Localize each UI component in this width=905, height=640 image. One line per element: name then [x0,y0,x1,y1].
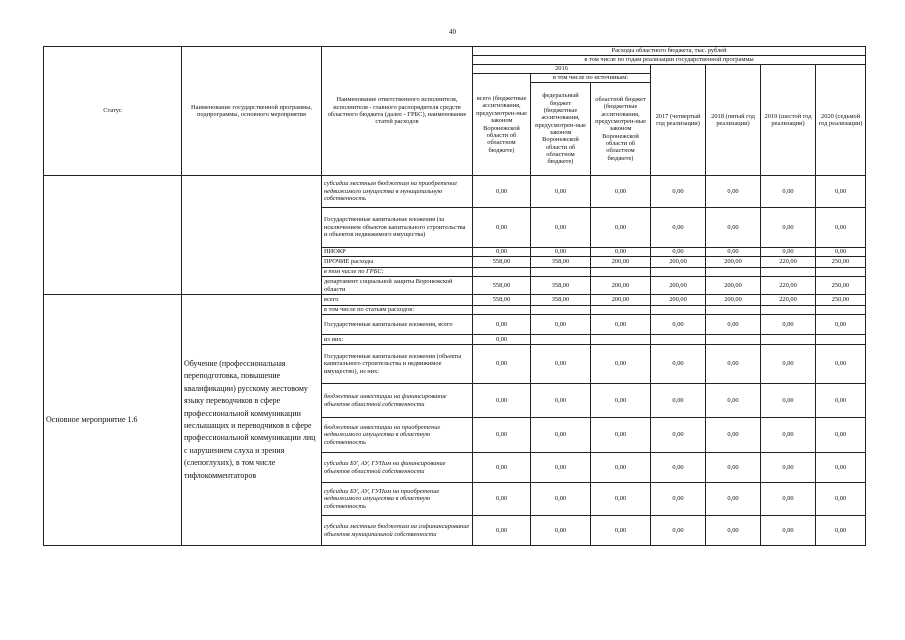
row-label: в том числе по ГРБС: [322,268,473,277]
value-cell: 0,00 [531,384,591,418]
value-cell: 0,00 [761,176,816,208]
value-cell: 0,00 [761,345,816,384]
value-cell: 0,00 [473,384,531,418]
value-cell: 0,00 [651,208,706,248]
value-cell: 0,00 [651,176,706,208]
row-label: НИОКР [322,248,473,257]
value-cell: 358,00 [531,277,591,295]
value-cell: 0,00 [761,208,816,248]
header-2019: 2019 (шестой год реализации) [761,65,816,176]
value-cell: 0,00 [591,418,651,453]
value-cell [591,335,651,345]
value-cell: 0,00 [531,248,591,257]
value-cell: 558,00 [473,257,531,268]
value-cell: 0,00 [473,176,531,208]
activity-status [44,295,182,546]
header-of-which-sources: в том числе по источникам: [531,74,651,83]
header-program-name: Наименование государственной программы, подпрограммы, основного мероприятия [182,47,322,176]
value-cell [531,306,591,315]
header-regional: областной бюджет (бюджетные ассигнования, предусмотрен-ные законом Воронежской области об областном бюджете) [591,83,651,176]
value-cell: 0,00 [816,483,866,516]
value-cell: 0,00 [706,315,761,335]
value-cell [706,306,761,315]
value-cell: 0,00 [816,453,866,483]
budget-table [43,46,866,546]
value-cell: 0,00 [816,418,866,453]
value-cell: 0,00 [651,345,706,384]
value-cell: 0,00 [531,315,591,335]
value-cell: 358,00 [531,295,591,306]
value-cell: 0,00 [761,384,816,418]
value-cell: 0,00 [591,453,651,483]
value-cell: 200,00 [706,277,761,295]
value-cell: 0,00 [761,315,816,335]
row-label: из них: [322,335,473,345]
value-cell: 0,00 [706,248,761,257]
value-cell [816,268,866,277]
value-cell: 0,00 [473,335,531,345]
value-cell: 200,00 [591,277,651,295]
value-cell: 200,00 [651,295,706,306]
row-label: ПРОЧИЕ расходы [322,257,473,268]
value-cell: 0,00 [651,248,706,257]
header-total: всего (бюджетные ассигнования, предусмотрен-ные законом Воронежской области об областном бюджете) [473,74,531,176]
value-cell: 0,00 [473,208,531,248]
value-cell: 200,00 [706,295,761,306]
page-number: 40 [449,28,456,36]
value-cell: 0,00 [816,248,866,257]
header-year-2016: 2016 [473,65,651,74]
value-cell [473,268,531,277]
value-cell: 220,00 [761,295,816,306]
value-cell: 200,00 [591,257,651,268]
row-label: субсидии местным бюджетам на софинансирование объектов муниципальной собственности [322,516,473,546]
value-cell: 220,00 [761,277,816,295]
value-cell: 0,00 [816,208,866,248]
value-cell [651,335,706,345]
value-cell: 0,00 [706,483,761,516]
header-expenses-title: Расходы областного бюджета, тыс. рублей [473,47,866,56]
value-cell: 200,00 [651,257,706,268]
value-cell: 558,00 [473,295,531,306]
value-cell [706,335,761,345]
value-cell: 0,00 [816,345,866,384]
value-cell: 0,00 [706,418,761,453]
value-cell [651,268,706,277]
value-cell: 0,00 [761,483,816,516]
value-cell: 0,00 [706,384,761,418]
row-label: бюджетные инвестиции на приобретение недвижимого имущества в областную собственность [322,418,473,453]
value-cell: 0,00 [651,384,706,418]
header-executor: Наименование ответственного исполнителя, исполнителя - главного распорядителя средств областного бюджета (далее - ГРБС), наименование статей расходов [322,47,473,176]
value-cell: 0,00 [816,384,866,418]
value-cell: 0,00 [591,315,651,335]
value-cell: 0,00 [473,453,531,483]
row-label: субсидии БУ, АУ, ГУПам на финансирование объектов областной собственности [322,453,473,483]
table-row [44,295,866,306]
value-cell: 0,00 [531,208,591,248]
header-federal: федеральный бюджет (бюджетные ассигнования, предусмотрен-ные законом Воронежской области об областном бюджете) [531,83,591,176]
value-cell [591,268,651,277]
row-label: в том числе по статьям расходов: [322,306,473,315]
header-2017: 2017 (четвертый год реализации) [651,65,706,176]
value-cell: 0,00 [591,483,651,516]
value-cell: 0,00 [761,516,816,546]
value-cell: 250,00 [816,257,866,268]
value-cell: 0,00 [816,176,866,208]
row-label: субсидии БУ, АУ, ГУПам на приобретение недвижимого имущества в областную собственность [322,483,473,516]
value-cell: 0,00 [531,345,591,384]
value-cell: 0,00 [706,345,761,384]
value-cell [473,306,531,315]
name-cell-empty [182,176,322,295]
value-cell: 0,00 [531,483,591,516]
value-cell [761,335,816,345]
value-cell: 0,00 [591,248,651,257]
header-row-1 [44,47,866,56]
value-cell: 0,00 [473,483,531,516]
value-cell: 0,00 [473,248,531,257]
value-cell: 0,00 [651,516,706,546]
value-cell: 0,00 [591,345,651,384]
value-cell: 0,00 [816,516,866,546]
value-cell [531,268,591,277]
value-cell: 558,00 [473,277,531,295]
value-cell: 358,00 [531,257,591,268]
value-cell: 0,00 [531,453,591,483]
value-cell: 0,00 [706,453,761,483]
row-label: Государственные капитальные вложения, всего [322,315,473,335]
value-cell: 0,00 [761,418,816,453]
value-cell: 220,00 [761,257,816,268]
table-row [44,176,866,208]
value-cell [761,268,816,277]
value-cell: 0,00 [531,516,591,546]
activity-name [182,295,322,546]
value-cell: 0,00 [473,315,531,335]
value-cell: 0,00 [761,453,816,483]
value-cell: 0,00 [706,208,761,248]
value-cell: 250,00 [816,277,866,295]
value-cell [816,306,866,315]
value-cell [706,268,761,277]
value-cell: 0,00 [761,248,816,257]
activity-status-text: Основное мероприятие 1.6 [46,415,138,425]
value-cell: 0,00 [706,176,761,208]
row-label: бюджетные инвестиции на финансирование объектов областной собственности [322,384,473,418]
value-cell: 0,00 [706,516,761,546]
value-cell: 200,00 [591,295,651,306]
value-cell: 0,00 [591,384,651,418]
value-cell [761,306,816,315]
header-2018: 2018 (пятый год реализации) [706,65,761,176]
value-cell: 0,00 [591,516,651,546]
value-cell [651,306,706,315]
header-by-years: в том числе по годам реализации государственной программы [473,56,866,65]
row-label: субсидии местным бюджетам на приобретение недвижимого имущества в муниципальную собственность [322,176,473,208]
header-2020: 2020 (седьмой год реализации) [816,65,866,176]
value-cell: 0,00 [473,345,531,384]
value-cell: 0,00 [651,418,706,453]
header-status: Статус [44,47,182,176]
status-cell-empty [44,176,182,295]
value-cell: 200,00 [706,257,761,268]
value-cell: 250,00 [816,295,866,306]
value-cell: 0,00 [816,315,866,335]
row-label: Государственные капитальные вложения (объекты капитального строительства и недвижимое имущество), из них: [322,345,473,384]
value-cell: 0,00 [531,418,591,453]
value-cell [531,335,591,345]
value-cell: 0,00 [591,176,651,208]
row-label: всего [322,295,473,306]
row-label: Государственные капитальные вложения (за исключением объектов капитального строительства и объектов недвижимого имущества) [322,208,473,248]
value-cell: 0,00 [473,418,531,453]
value-cell: 0,00 [531,176,591,208]
row-label: департамент социальной защиты Воронежской области [322,277,473,295]
value-cell: 0,00 [651,483,706,516]
value-cell: 0,00 [591,208,651,248]
value-cell: 0,00 [651,453,706,483]
value-cell: 0,00 [473,516,531,546]
value-cell: 200,00 [651,277,706,295]
value-cell [816,335,866,345]
activity-name-text: Обучение (профессиональная переподготовка, повышение квалификации) русскому жестовому языку переводчиков в сфере профессиональной коммуникации неслышащих и переводчиков в сфере профессиональной коммуникации лиц с нарушением слуха и зрения (слепоглухих), в том числе тифлокомментаторов [184,359,316,480]
value-cell: 0,00 [651,315,706,335]
value-cell [591,306,651,315]
